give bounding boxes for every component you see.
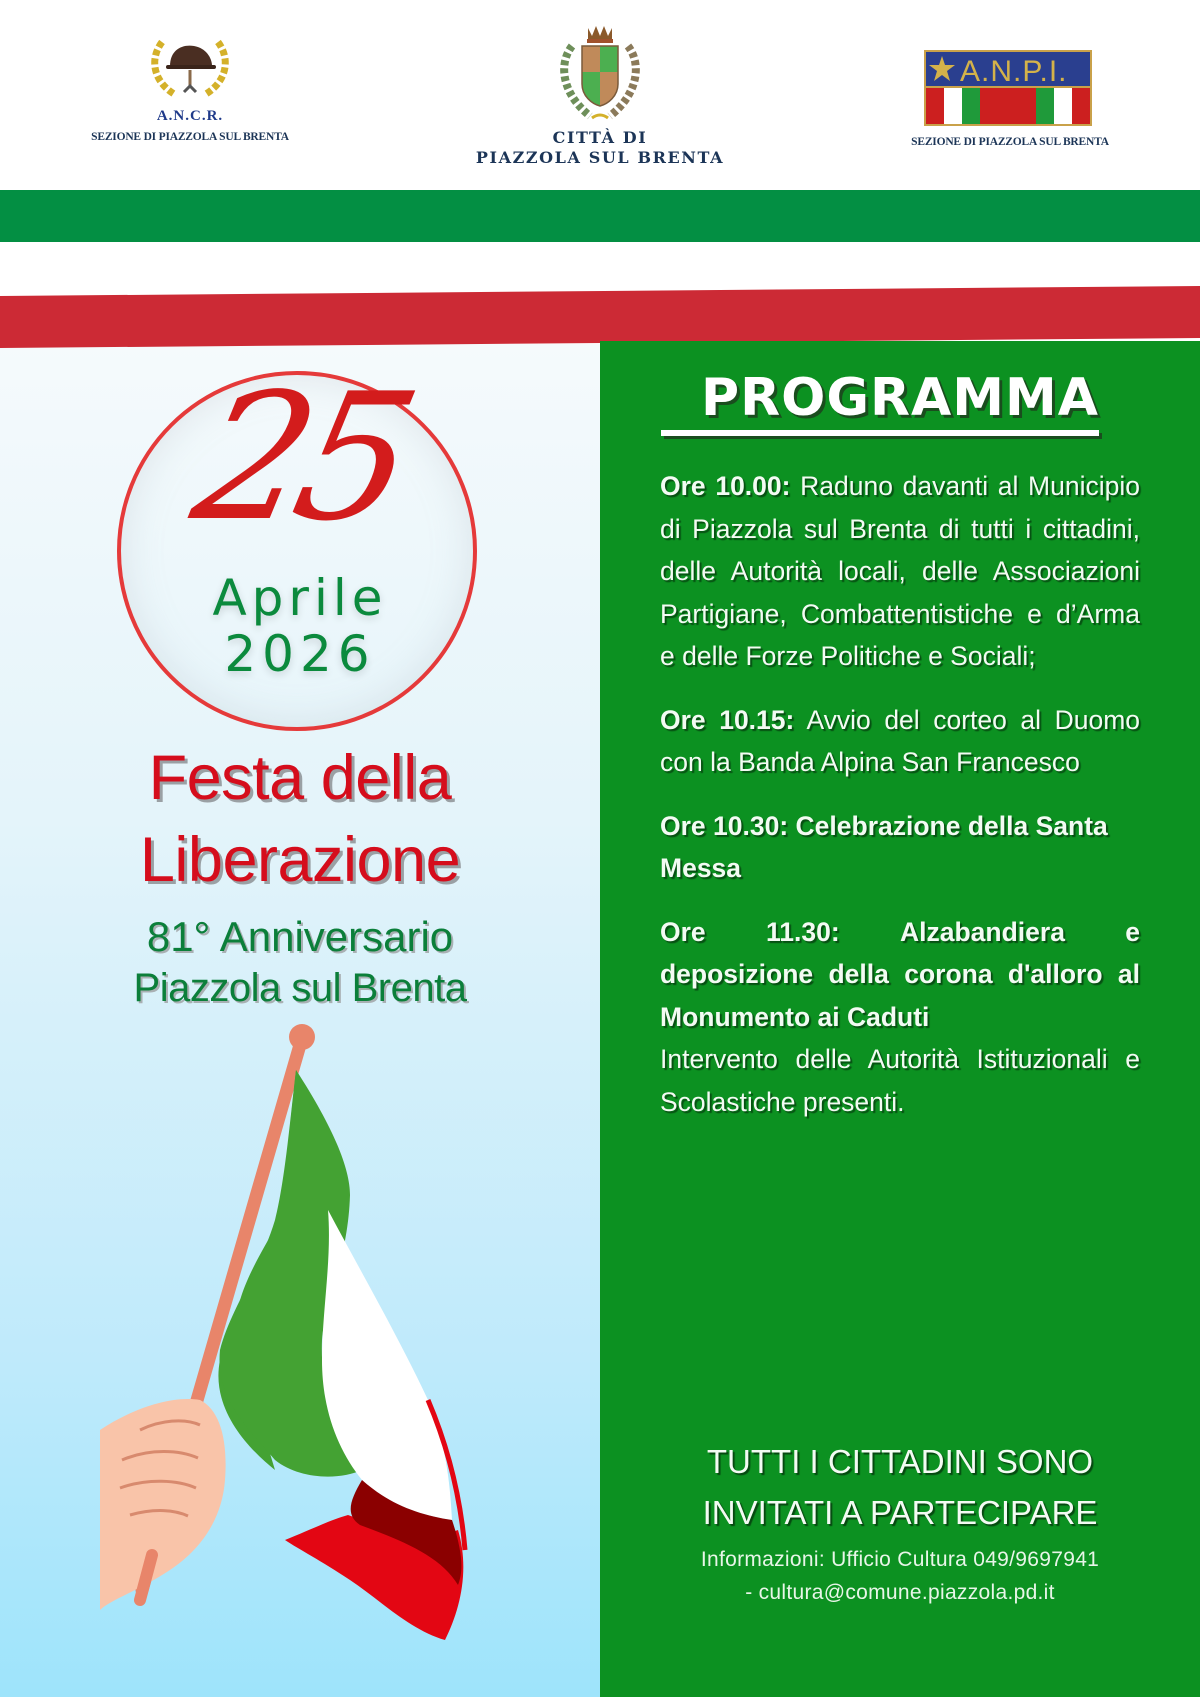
anpi-logo [880, 50, 1140, 148]
invitation-line1: TUTTI I CITTADINI SONO [706, 1443, 1094, 1480]
event-time: Ore 10.00: [660, 471, 791, 501]
coat-of-arms-icon [550, 24, 650, 124]
ancr-logo [60, 36, 320, 143]
contact-info [610, 1543, 1190, 1609]
svg-text:A.N.P.I.: A.N.P.I. [960, 55, 1068, 88]
event-item [660, 699, 1140, 784]
header-logos [0, 0, 1200, 190]
anpi-subtitle: SEZIONE DI PIAZZOLA SUL BRENTA [911, 136, 1109, 148]
event-title-line1: Festa della [148, 743, 452, 813]
event-time: Ore 10.15: [660, 704, 795, 735]
contact-email: - cultura@comune.piazzola.pd.it [745, 1581, 1055, 1604]
helmet-laurel-emblem-icon [140, 36, 240, 100]
event-description: Celebrazione della Santa Messa [660, 810, 1108, 883]
city-name-line1: CITTÀ DI [552, 128, 648, 147]
programma-panel [600, 341, 1200, 1697]
event-item [660, 805, 1140, 890]
anpi-badge-icon [924, 50, 1092, 126]
event-item [660, 465, 1140, 678]
tricolor-stripe-green [0, 190, 1200, 242]
event-description: Avvio del corteo al Duomo con la Banda Alpina San Francesco [660, 704, 1141, 777]
event-time: Ore 11.30: [660, 916, 840, 947]
event-description: Raduno davanti al Municipio di Piazzola sul Brenta di tutti i cittadini, delle Autorità locali, delle Associazioni Partigiane, Combattentistiche e d’Arma e delle Forze Politiche e Sociali; [660, 471, 1140, 671]
programma-title: PROGRAMMA [700, 368, 1100, 428]
date-year: 2026 [224, 625, 376, 683]
invitation-line2: INVITATI A PARTECIPARE [702, 1494, 1098, 1531]
city-name-line2: PIAZZOLA SUL BRENTA [475, 148, 725, 167]
anniversary-subtitle: 81° Anniversario [146, 913, 454, 960]
tricolor-stripe-white [0, 242, 1200, 292]
ancr-name: A.N.C.R. [156, 108, 224, 124]
ancr-subtitle: SEZIONE DI PIAZZOLA SUL BRENTA [91, 131, 289, 143]
hand-waving-flag-icon [100, 1010, 520, 1680]
event-item [660, 911, 1140, 1124]
contact-phone: Informazioni: Ufficio Cultura 049/9697941 [700, 1548, 1100, 1571]
date-month: Aprile [212, 569, 388, 627]
programma-title-underline [661, 430, 1099, 436]
event-time: Ore 10.30: [660, 810, 789, 841]
event-title-line2: Liberazione [139, 825, 461, 895]
date-day: 25 [179, 357, 422, 560]
city-logo [450, 24, 750, 168]
invitation-banner [620, 1436, 1180, 1538]
event-description: Alzabandiera e deposizione della corona d'alloro al Monumento ai Caduti [660, 916, 1140, 1032]
tricolor-stripe-red [0, 286, 1200, 348]
event-list [660, 465, 1140, 1144]
event-note: Intervento delle Autorità Istituzionali e Scolastiche presenti. [660, 1044, 1140, 1117]
town-subtitle: Piazzola sul Brenta [133, 966, 467, 1010]
